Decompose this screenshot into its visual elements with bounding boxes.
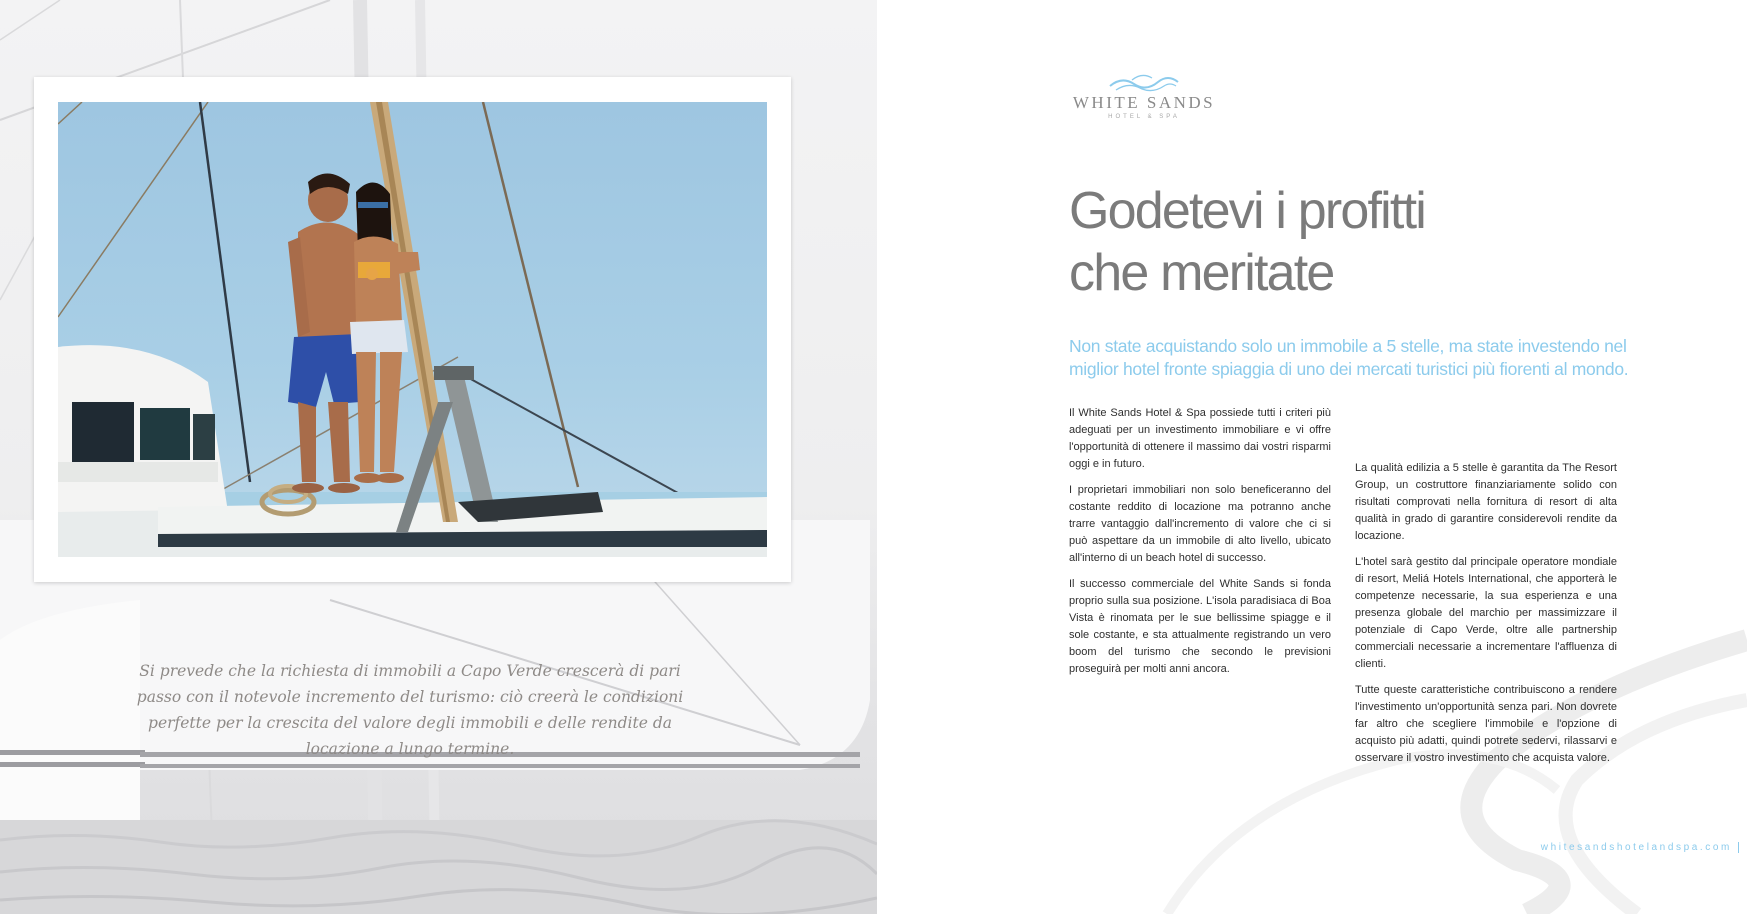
body-paragraph: Il White Sands Hotel & Spa possiede tutti i criteri più adeguati per un investimento immobiliare e vi offre l'opportunità di ottenere il massimo dai vostri risparmi oggi e in futuro. [1069,407,1331,470]
headline-line-1: Godetevi i profitti [1069,182,1425,240]
headline-line-2: che meritate [1069,244,1334,302]
body-paragraph: Il successo commerciale del White Sands si fonda proprio sulla sua posizione. L'isola paradisiaca di Boa Vista è rinomata per le sue bellissime spiagge e il sole costante, e sta attualmente registrando un vero boom del turismo che secondo le previsioni proseguirà per molti anni ancora. [1069,578,1331,675]
right-page [877,0,1747,914]
lead-paragraph: Non state acquistando solo un immobile a 5 stelle, ma state investendo nel miglior hotel fronte spiaggia di uno dei mercati turistici più fiorenti al mondo. [1069,336,1629,379]
pull-quote-caption: Si prevede che la richiesta di immobili a Capo Verde crescerà di pari passo con il notevole incremento del turismo: ciò creerà le condizioni perfette per la crescita del valore degli immobili e delle rendite da locazione a lungo termine. [136,662,684,758]
page-headline [1069,180,1589,304]
body-paragraph: La qualità edilizia a 5 stelle è garantita da The Resort Group, un costruttore finanziariamente solido con risultati comprovati nella fornitura di resort di alta qualità in grado di garantire considerevoli rendite da locazione. [1355,462,1617,542]
white-sands-logo [1069,72,1219,120]
logo-wordmark: WHITE SANDS [1072,93,1216,112]
logo-tagline: HOTEL & SPA [1108,114,1180,120]
body-paragraph: I proprietari immobiliari non solo beneficeranno del costante reddito di locazione ma potranno anche trarre vantaggio dall'incremento di valore che ci si può aspettare da un immobile di alto livello, ubicato all'interno di un beach hotel di successo. [1069,484,1331,564]
body-column-left [1069,405,1331,687]
body-paragraph: Tutte queste caratteristiche contribuiscono a rendere l'investimento un'opportunità senza pari. Non dovrete far altro che scegliere l'immobile e l'opzione di acquisto più adatti, quindi potrete sedervi, rilassarvi e osservare il vostro investimento che acquista valore. [1355,684,1617,764]
wave-logo-icon [1108,72,1180,92]
website-link[interactable]: whitesandshotelandspa.com [1541,842,1739,853]
couple-on-sailboat-photo [58,102,767,557]
body-column-right [1355,460,1617,776]
body-paragraph: L'hotel sarà gestito dal principale operatore mondiale di resort, Meliá Hotels International, che apporterà le competenze necessarie, la sua esperienza e una presenza globale del marchio per massimizzare il potenziale di Capo Verde, oltre alle partnership commerciali necessarie a incrementare l'affluenza di clienti. [1355,556,1617,670]
photo-frame [34,77,791,582]
